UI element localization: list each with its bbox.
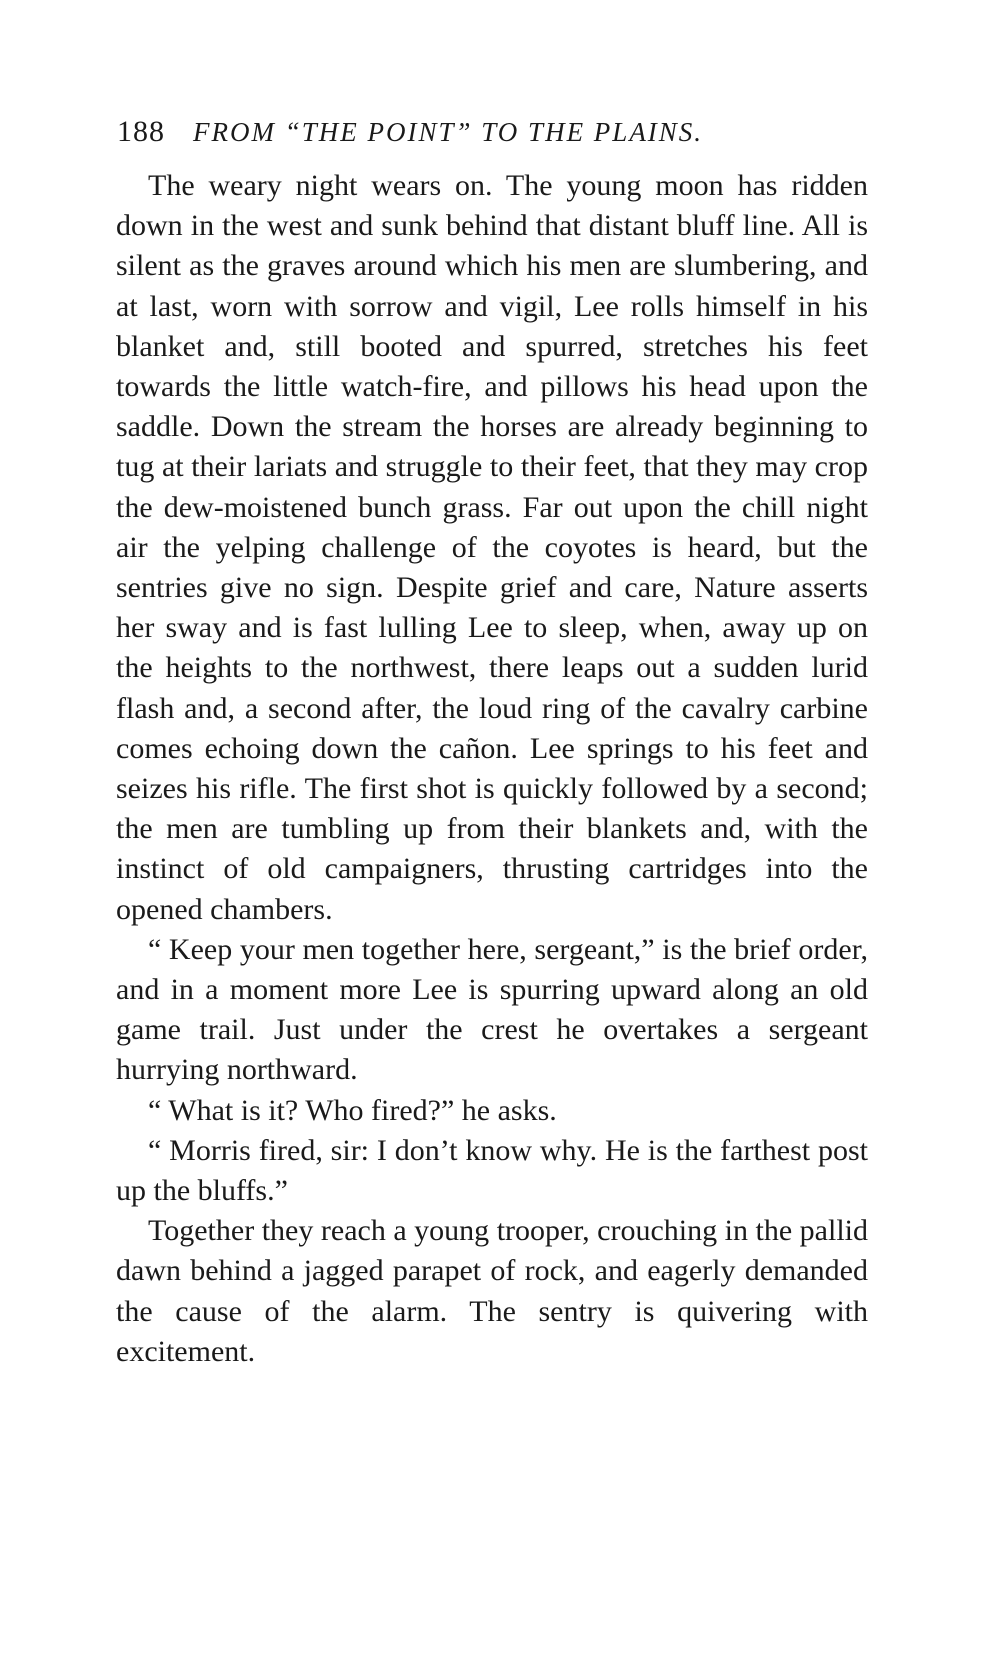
paragraph-answer: “ Morris fired, sir: I don’t know why. He is the farthest post up the bluffs.” xyxy=(116,1133,868,1208)
paragraph-night-alarm: The weary night wears on. The young moon has ridden down in the west and sunk behind that distant bluff line. All is silent as the graves around which his men are slumbering, and at last, worn with sorrow and vigil, Lee rolls himself in his blanket and, still booted and spurred, stretches his feet towards the little watch-fire, and pillows his head upon the saddle. Down the stream the horses are already beginning to tug at their lariats and struggle to their feet, that they may crop the dew-moistened bunch grass. Far out upon the chill night air the yelping challenge of the coyotes is heard, but the sentries give no sign. Despite grief and care, Nature asserts her sway and is fast lulling Lee to sleep, when, away up on the heights to the northwest, there leaps out a sudden lurid flash and, a second after, the loud ring of the cavalry carbine comes echoing down the cañon. Lee springs to his feet and seizes his rifle. The first shot is quickly followed by a second; the men are tumbling up from their blankets and, with the instinct of old campaigners, thrusting cartridges into the opened chambers. xyxy=(116,169,868,926)
body-text xyxy=(116,166,868,1372)
page-number: 188 xyxy=(117,115,165,148)
running-head xyxy=(117,112,877,152)
paragraph-order: “ Keep your men together here, sergeant,” is the brief order, and in a moment more Lee is spurring upward along an old game trail. Just under the crest he overtakes a sergeant hurrying northward. xyxy=(116,932,868,1087)
running-title: FROM “THE POINT” TO THE PLAINS. xyxy=(193,117,704,147)
paragraph-sentry: Together they reach a young trooper, crouching in the pallid dawn behind a jagged parapet of rock, and eagerly demanded the cause of the alarm. The sentry is quivering with excitement. xyxy=(116,1214,868,1368)
paragraph-question: “ What is it? Who fired?” he asks. xyxy=(148,1093,557,1127)
